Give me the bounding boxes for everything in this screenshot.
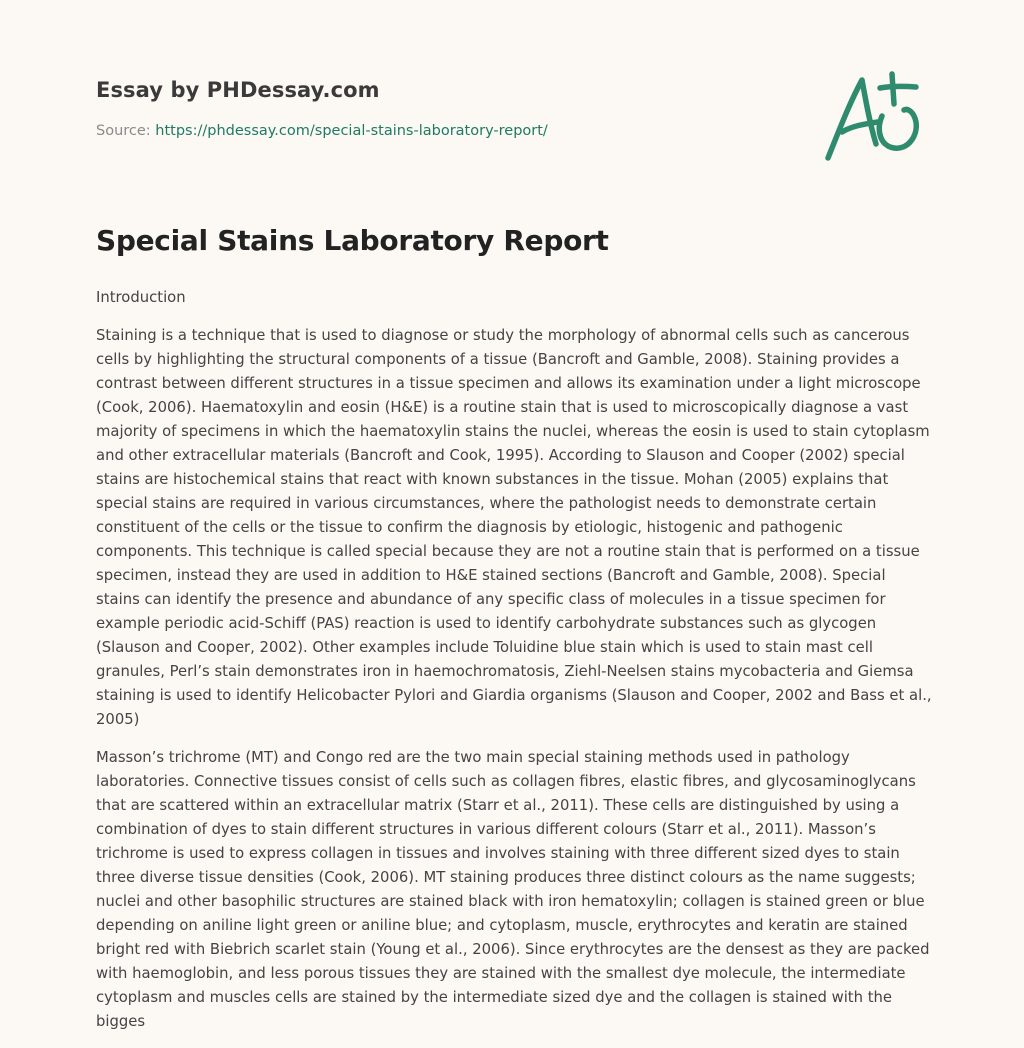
body-paragraph: Staining is a technique that is used to diagnose or study the morphology of abnormal cells such as cancerous cells by highlighting the structural components of a tissue (Bancroft and Gamble, 2008). Staining provides a contrast between different structures in a tissue specimen and allows its examination under a light microscope (Cook, 2006). Haematoxylin and eosin (H&E) is a routine stain that is used to microscopically diagnose a vast majority of specimens in which the haematoxylin stains the nuclei, whereas the eosin is used to stain cytoplasm and other extracellular materials (Bancroft and Cook, 1995). According to Slauson and Cooper (2002) special stains are histochemical stains that react with known substances in the tissue. Mohan (2005) explains that special stains are required in various circumstances, where the pathologist needs to demonstrate certain constituent of the cells or the tissue to confirm the diagnosis by etiologic, histogenic and pathogenic components. This technique is called special because they are not a routine stain that is performed on a tissue specimen, instead they are used in addition to H&E stained sections (Bancroft and Gamble, 2008). Special stains can identify the presence and abundance of any specific class of molecules in a tissue specimen for example periodic acid-Schiff (PAS) reaction is used to identify carbohydrate substances such as glycogen (Slauson and Cooper, 2002). Other examples include Toluidine blue stain which is used to stain mast cell granules, Perl’s stain demonstrates iron in haemochromatosis, Ziehl-Neelsen stains mycobacteria and Giemsa staining is used to identify Helicobacter Pylori and Giardia organisms (Slauson and Cooper, 2002 and Bass et al., 2005) bbox=[96, 327, 932, 728]
essay-header bbox=[96, 78, 548, 139]
site-brand: Essay by PHDessay.com bbox=[96, 78, 380, 102]
essay-body bbox=[96, 286, 934, 1048]
a-plus-logo bbox=[818, 66, 930, 166]
section-heading: Introduction bbox=[96, 289, 186, 306]
source-line bbox=[96, 123, 548, 139]
body-paragraph: Masson’s trichrome (MT) and Congo red are the two main special staining methods used in pathology laboratories. Connective tissues consist of cells such as collagen fibres, elastic fibres, and glycosaminoglycans that are scattered within an extracellular matrix (Starr et al., 2011). These cells are distinguished by using a combination of dyes to stain different structures in various different colours (Starr et al., 2011). Masson’s trichrome is used to express collagen in tissues and involves staining with three different sized dyes to stain three diverse tissue densities (Cook, 2006). MT staining produces three distinct colours as the name suggests; nuclei and other basophilic structures are stained black with iron hematoxylin; collagen is stained green or blue depending on aniline light green or aniline blue; and cytoplasm, muscle, erythrocytes and keratin are stained bright red with Biebrich scarlet stain (Young et al., 2006). Since erythrocytes are the densest as they are packed with haemoglobin, and less porous tissues they are stained with the smallest dye molecule, the intermediate cytoplasm and muscles cells are stained by the intermediate sized dye and the collagen is stained with the bigges bbox=[96, 749, 930, 1030]
essay-title: Special Stains Laboratory Report bbox=[96, 224, 609, 257]
source-link[interactable]: https://phdessay.com/special-stains-laboratory-report/ bbox=[155, 123, 548, 139]
source-label: Source: bbox=[96, 123, 156, 139]
